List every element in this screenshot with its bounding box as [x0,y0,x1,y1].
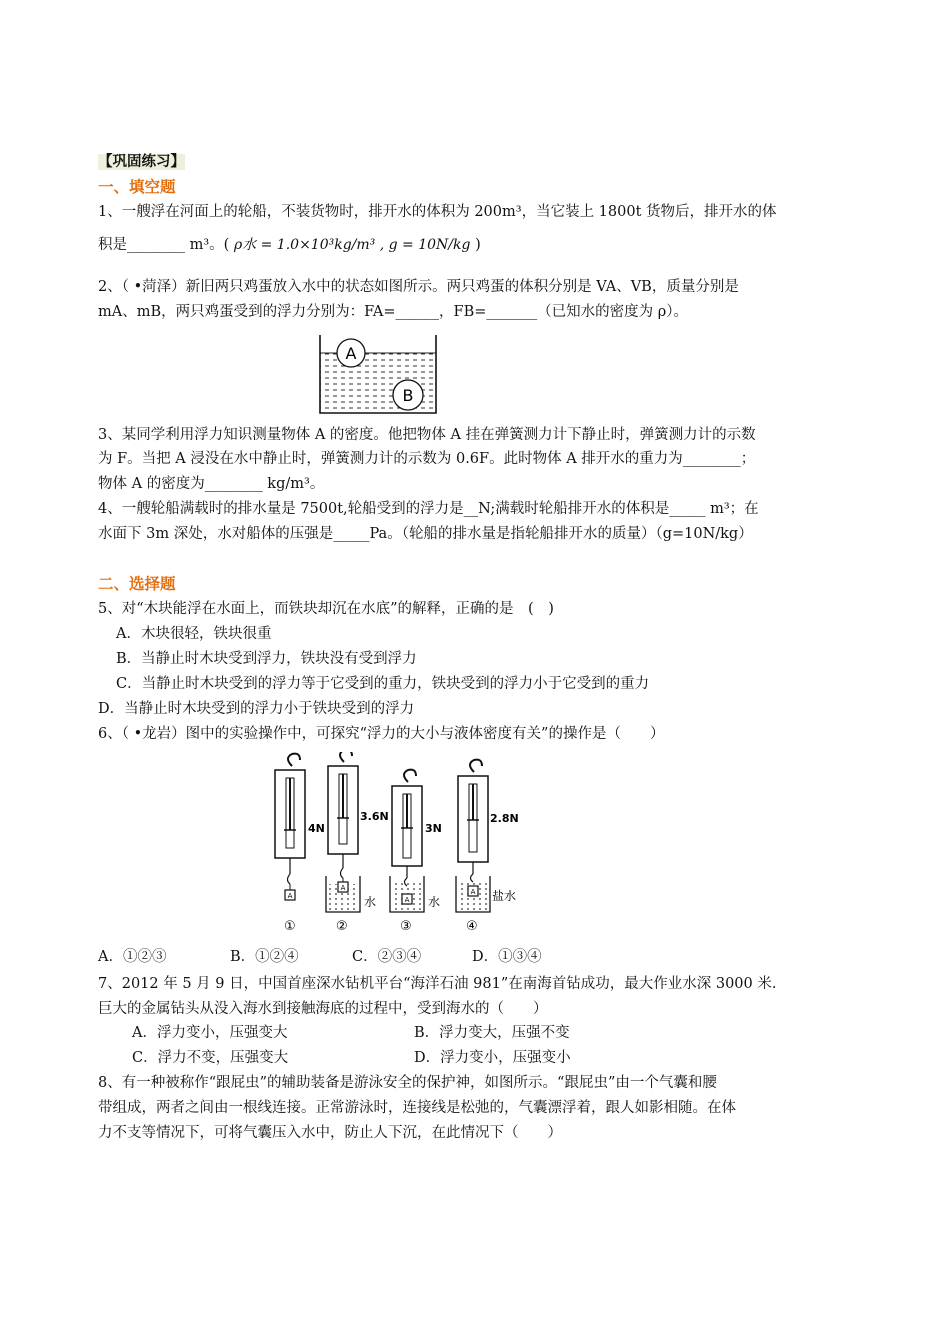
figure-number-3: ③ [400,919,412,934]
q7-line2: 巨大的金属钻头从没入海水到接触海底的过程中，受到海水的（ ） [98,1001,548,1017]
liquid-label-3: 水 [428,895,441,909]
q8-line2: 带组成，两者之间由一根线连接。正常游泳时，连接线是松弛的，气囊漂浮着，跟人如影相随。在体 [98,1100,736,1116]
q3-line2: 为 F。当把 A 浸没在水中静止时，弹簧测力计的示数为 0.6F。此时物体 A 排开水的重力为________； [98,451,756,467]
scale-3-reading: 3N [425,822,442,835]
egg-a [337,339,365,367]
spring-scale-2 [326,752,360,912]
q6-options [98,947,542,967]
spring-scale-3 [390,770,424,912]
q5-option-a: A．木块很轻，铁块很重 [116,626,272,642]
section-choice-title: 二、选择题 [98,575,176,593]
q8-line1: 8、有一种被称作“跟屁虫”的辅助装备是游泳安全的保护神，如图所示。“跟屁虫”由一个气囊和腰 [98,1075,717,1091]
q5-stem: 5、对“木块能浮在水面上，而铁块却沉在水底”的解释，正确的是 ( ) [98,601,554,617]
q1-line2-text: 积是________ m³。( [98,237,230,253]
q1-formula: ρ水 = 1.0×10³kg/m³ , g = 10N/kg [233,237,471,253]
block-label-1: A [287,892,293,900]
q3-line3: 物体 A 的密度为________ kg/m³。 [98,476,325,492]
q1-line1: 1、一艘浮在河面上的轮船，不装货物时，排开水的体积为 200m³，当它装上 1800t 货物后，排开水的体 [98,204,777,220]
egg-b-label: B [402,386,414,405]
practice-heading [98,152,185,172]
liquid-label-4: 盐水 [492,889,517,903]
section-fill-blank-title: 一、填空题 [98,178,176,196]
q6-option-a: A．①②③ [98,949,167,965]
liquid-label-2: 水 [364,895,377,909]
q2-line2: mA、mB，两只鸡蛋受到的浮力分别为：FA=______，FB=_______（已知水的密度为 ρ）。 [98,304,689,320]
scale-4-reading: 2.8N [490,812,519,825]
scale-1-reading: 4N [308,822,325,835]
spring-scale-figure [268,752,528,937]
q1-line2-close: ) [475,237,481,253]
block-label-3: A [404,896,410,904]
q4-line2: 水面下 3m 深处，水对船体的压强是_____Pa。（轮船的排水量是指轮船排开水的质量）（g=10N/kg） [98,526,753,542]
q5-option-c: C．当静止时木块受到的浮力等于它受到的重力，铁块受到的浮力小于它受到的重力 [116,676,650,692]
spring-scale-1 [275,754,305,900]
spring-scale-4 [456,760,490,912]
q5-option-b: B．当静止时木块受到浮力，铁块没有受到浮力 [116,651,417,667]
q4-line1: 4、一艘轮船满载时的排水量是 7500t,轮船受到的浮力是__N;满载时轮船排开水的体积是_____ m³；在 [98,501,759,517]
q3-line1: 3、某同学利用浮力知识测量物体 A 的密度。他把物体 A 挂在弹簧测力计下静止时，弹簧测力计的示数 [98,427,756,443]
q1-line2 [98,235,481,255]
figure-number-2: ② [336,919,348,934]
egg-a-label: A [345,344,357,363]
q7-option-a: A．浮力变小，压强变大 [132,1025,288,1041]
q5-option-d: D．当静止时木块受到的浮力小于铁块受到的浮力 [98,701,415,717]
egg-b [393,380,423,410]
q7-option-c: C．浮力不变，压强变大 [132,1050,289,1066]
practice-label: 【巩固练习】 [98,154,185,170]
q2-line1: 2、（ •菏泽）新旧两只鸡蛋放入水中的状态如图所示。两只鸡蛋的体积分别是 VA、VB，质量分别是 [98,279,739,295]
block-label-4: A [470,888,476,896]
block-label-2: A [340,884,346,892]
scale-2-reading: 3.6N [360,810,389,823]
q8-line3: 力不支等情况下，可将气囊压入水中，防止人下沉，在此情况下（ ） [98,1125,562,1141]
q6-stem: 6、（ •龙岩）图中的实验操作中，可探究“浮力的大小与液体密度有关”的操作是（ ） [98,726,665,742]
figure-number-1: ① [284,919,296,934]
egg-container-figure [316,333,440,415]
q6-option-b: B．①②④ [230,949,299,965]
q7-option-b: B．浮力变大，压强不变 [414,1025,570,1041]
q6-option-c: C．②③④ [352,949,422,965]
q6-option-d: D．①③④ [472,949,542,965]
figure-number-4: ④ [466,919,478,934]
q7-option-d: D．浮力变小，压强变小 [414,1050,571,1066]
q7-line1: 7、2012 年 5 月 9 日，中国首座深水钻机平台“海洋石油 981”在南海首钻成功，最大作业水深 3000 米. [98,976,777,992]
